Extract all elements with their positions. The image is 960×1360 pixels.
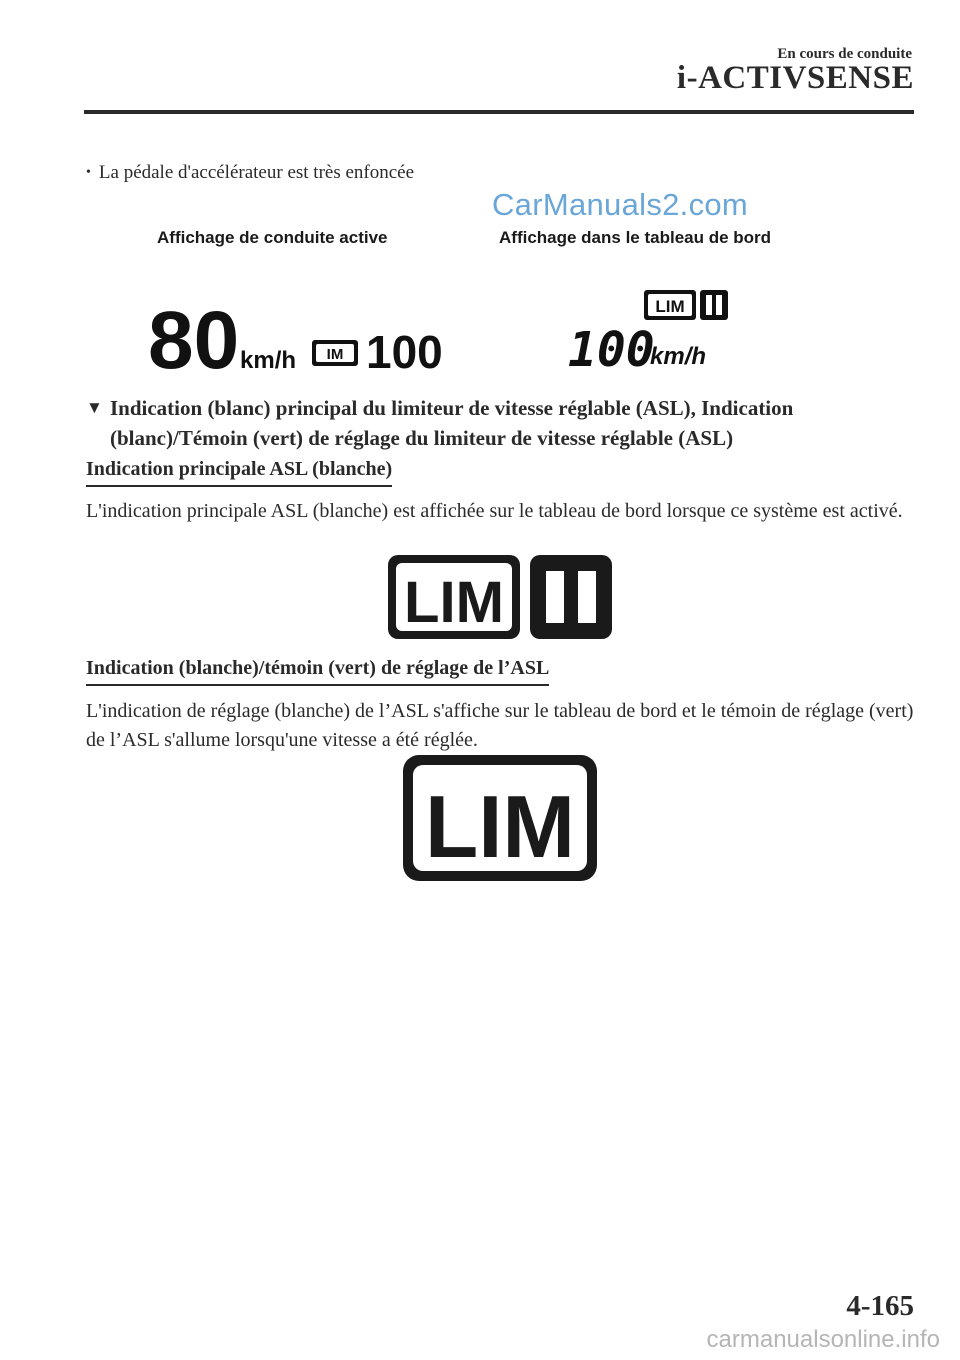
section-heading bbox=[86, 393, 900, 453]
caption-active-display: Affichage de conduite active bbox=[157, 228, 388, 247]
header-rule bbox=[84, 110, 914, 114]
subsection-title-main-indication: Indication principale ASL (blanche) bbox=[86, 458, 392, 487]
lim-large-icon-text: LIM bbox=[425, 777, 575, 876]
limiter-icon bbox=[312, 340, 358, 366]
paragraph-setting-indication: L'indication de réglage (blanche) de l’ASL s'affiche sur le tableau de bord et le témoin de réglage (vert) de l’ASL s'allume lorsqu'une vitesse a été réglée. bbox=[86, 700, 914, 751]
dashboard-display-figure bbox=[566, 288, 736, 378]
set-speed-text: 100 bbox=[366, 326, 443, 378]
page-number: 4-165 bbox=[846, 1290, 914, 1322]
lim-indicator-icon bbox=[644, 290, 696, 320]
caption-dashboard-display: Affichage dans le tableau de bord bbox=[499, 228, 772, 247]
dashboard-unit-text: km/h bbox=[650, 343, 707, 370]
lim-large-icon-figure bbox=[401, 753, 599, 883]
pause-icon bbox=[530, 555, 612, 639]
section-heading-text: Indication (blanc) principal du limiteur de vitesse réglable (ASL), Indication (blanc)/Témoin (vert) de réglage du limiteur de vitesse réglable (ASL) bbox=[110, 396, 794, 450]
pause-indicator-icon bbox=[700, 290, 728, 320]
footer-watermark: carmanualsonline.info bbox=[706, 1326, 940, 1353]
bullet-text: La pédale d'accélérateur est très enfoncée bbox=[98, 162, 415, 183]
triangle-down-icon: ▼ bbox=[86, 398, 103, 417]
subsection-title-setting-indication: Indication (blanche)/témoin (vert) de réglage de l’ASL bbox=[86, 657, 549, 686]
current-speed-text: 80 bbox=[148, 300, 240, 380]
lim-pause-icon-figure bbox=[386, 553, 614, 643]
speed-unit-text: km/h bbox=[240, 347, 297, 374]
chapter-title: i-ACTIVSENSE bbox=[676, 60, 914, 96]
bullet-item bbox=[86, 162, 414, 184]
section-label: En cours de conduite bbox=[777, 46, 912, 62]
lim-icon-text: LIM bbox=[404, 570, 504, 635]
lim-indicator-text: LIM bbox=[655, 297, 685, 316]
paragraph-main-indication: L'indication principale ASL (blanche) est affichée sur le tableau de bord lorsque ce système est activé. bbox=[86, 500, 903, 522]
active-display-figure bbox=[146, 300, 456, 380]
dashboard-speed-text: 100 bbox=[568, 322, 655, 378]
lim-icon bbox=[388, 555, 520, 639]
bullet-dot-icon: • bbox=[86, 165, 91, 180]
limiter-icon-text: IM bbox=[326, 346, 344, 363]
watermark-text: CarManuals2.com bbox=[492, 187, 749, 222]
